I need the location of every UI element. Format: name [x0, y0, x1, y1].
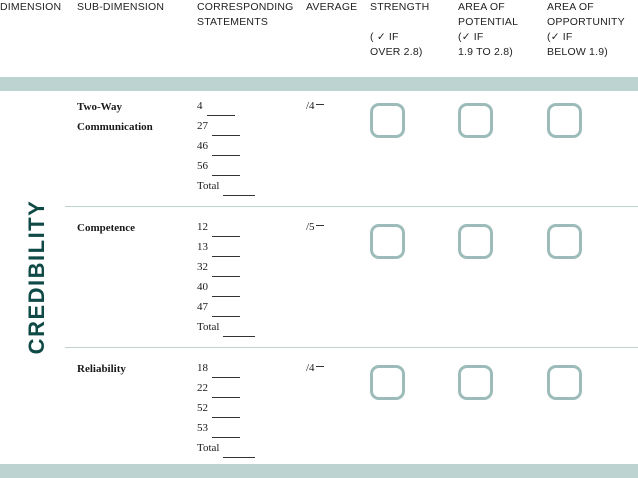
row-divider [65, 206, 638, 207]
sub-dimension-line-1: Two-Way [77, 101, 123, 113]
header-opportunity-line-4: BELOW 1.9) [547, 46, 608, 58]
potential-checkbox[interactable] [458, 103, 493, 138]
opportunity-checkbox[interactable] [547, 103, 582, 138]
statement-item [197, 418, 255, 438]
sub-dimension-line-2: Communication [77, 121, 153, 133]
statement-item [197, 358, 255, 378]
statement-number: 13 [197, 241, 208, 253]
header-dimension [0, 0, 61, 15]
header-opportunity-line-2: OPPORTUNITY [547, 16, 625, 28]
average-field[interactable] [316, 217, 324, 226]
statement-item [197, 217, 255, 237]
statement-item [197, 297, 255, 317]
opportunity-checkbox[interactable] [547, 224, 582, 259]
statement-score-field[interactable] [212, 366, 240, 378]
statement-item [197, 398, 255, 418]
total-score-field[interactable] [223, 184, 255, 196]
statement-number: 32 [197, 261, 208, 273]
statement-number: 22 [197, 382, 208, 394]
statement-score-field[interactable] [207, 104, 235, 116]
sub-dimension-competence [77, 218, 135, 238]
statement-score-field[interactable] [212, 426, 240, 438]
statement-list [197, 358, 255, 458]
strength-checkbox[interactable] [370, 224, 405, 259]
header-statements-line-1: CORRESPONDING [197, 1, 294, 13]
header-statements-line-2: STATEMENTS [197, 16, 269, 28]
statement-score-field[interactable] [212, 164, 240, 176]
header-potential [458, 0, 518, 60]
statement-item [197, 257, 255, 277]
strength-checkbox[interactable] [370, 103, 405, 138]
statement-number: 47 [197, 301, 208, 313]
header-opportunity-line-1: AREA OF [547, 1, 594, 13]
total-label: Total [197, 180, 220, 192]
header-opportunity [547, 0, 625, 60]
header-dimension-line: DIMENSION [0, 1, 62, 13]
statement-score-field[interactable] [212, 285, 240, 297]
statement-score-field[interactable] [212, 245, 240, 257]
statement-total [197, 438, 255, 458]
statement-item [197, 116, 255, 136]
total-score-field[interactable] [223, 446, 255, 458]
statement-list [197, 217, 255, 337]
header-average [306, 0, 357, 15]
statement-item [197, 237, 255, 257]
statement-total [197, 317, 255, 337]
header-potential-line-2: POTENTIAL [458, 16, 519, 28]
header-strength-line-2 [370, 15, 429, 30]
row-divider [65, 347, 638, 348]
header-potential-line-3: (✓ IF [458, 31, 484, 43]
statement-score-field[interactable] [212, 386, 240, 398]
statement-number: 53 [197, 422, 208, 434]
header-strength-line-1: STRENGTH [370, 1, 430, 13]
statement-score-field[interactable] [212, 406, 240, 418]
statement-number: 46 [197, 140, 208, 152]
footer-band [0, 464, 638, 478]
total-label: Total [197, 442, 220, 454]
average-cell [306, 96, 324, 116]
statement-score-field[interactable] [212, 265, 240, 277]
header-strength [370, 0, 429, 60]
header-divider-band [0, 77, 638, 91]
average-divisor: /5 [306, 221, 315, 233]
statement-number: 56 [197, 160, 208, 172]
header-average-line: AVERAGE [306, 1, 358, 13]
statement-number: 18 [197, 362, 208, 374]
header-potential-line-1: AREA OF [458, 1, 505, 13]
average-field[interactable] [316, 96, 324, 105]
sub-dimension-reliability [77, 359, 126, 379]
statement-score-field[interactable] [212, 225, 240, 237]
total-score-field[interactable] [223, 325, 255, 337]
header-sub-dimension [77, 0, 164, 15]
statement-score-field[interactable] [212, 144, 240, 156]
potential-checkbox[interactable] [458, 365, 493, 400]
statement-number: 27 [197, 120, 208, 132]
statement-score-field[interactable] [212, 124, 240, 136]
statement-item [197, 136, 255, 156]
sub-dimension-line-1: Reliability [77, 363, 126, 375]
statement-total [197, 176, 255, 196]
statement-number: 12 [197, 221, 208, 233]
header-sub-dimension-line: SUB-DIMENSION [77, 1, 165, 13]
statement-item [197, 96, 255, 116]
statement-number: 4 [197, 100, 203, 112]
statement-list [197, 96, 255, 196]
header-potential-line-4: 1.9 TO 2.8) [458, 46, 513, 58]
potential-checkbox[interactable] [458, 224, 493, 259]
statement-score-field[interactable] [212, 305, 240, 317]
average-cell [306, 358, 324, 378]
strength-checkbox[interactable] [370, 365, 405, 400]
statement-number: 40 [197, 281, 208, 293]
sub-dimension-two-way-communication [77, 97, 153, 137]
statement-number: 52 [197, 402, 208, 414]
statement-item [197, 156, 255, 176]
sub-dimension-line-1: Competence [77, 222, 136, 234]
header-opportunity-line-3: (✓ IF [547, 31, 573, 43]
header-statements [197, 0, 294, 30]
opportunity-checkbox[interactable] [547, 365, 582, 400]
header-strength-line-4: OVER 2.8) [370, 46, 423, 58]
average-divisor: /4 [306, 100, 315, 112]
dimension-label: CREDIBILITY [24, 199, 49, 355]
average-cell [306, 217, 324, 237]
average-field[interactable] [316, 358, 324, 367]
statement-item [197, 378, 255, 398]
header-strength-line-3: ( ✓ IF [370, 31, 399, 43]
average-divisor: /4 [306, 362, 315, 374]
statement-item [197, 277, 255, 297]
total-label: Total [197, 321, 220, 333]
